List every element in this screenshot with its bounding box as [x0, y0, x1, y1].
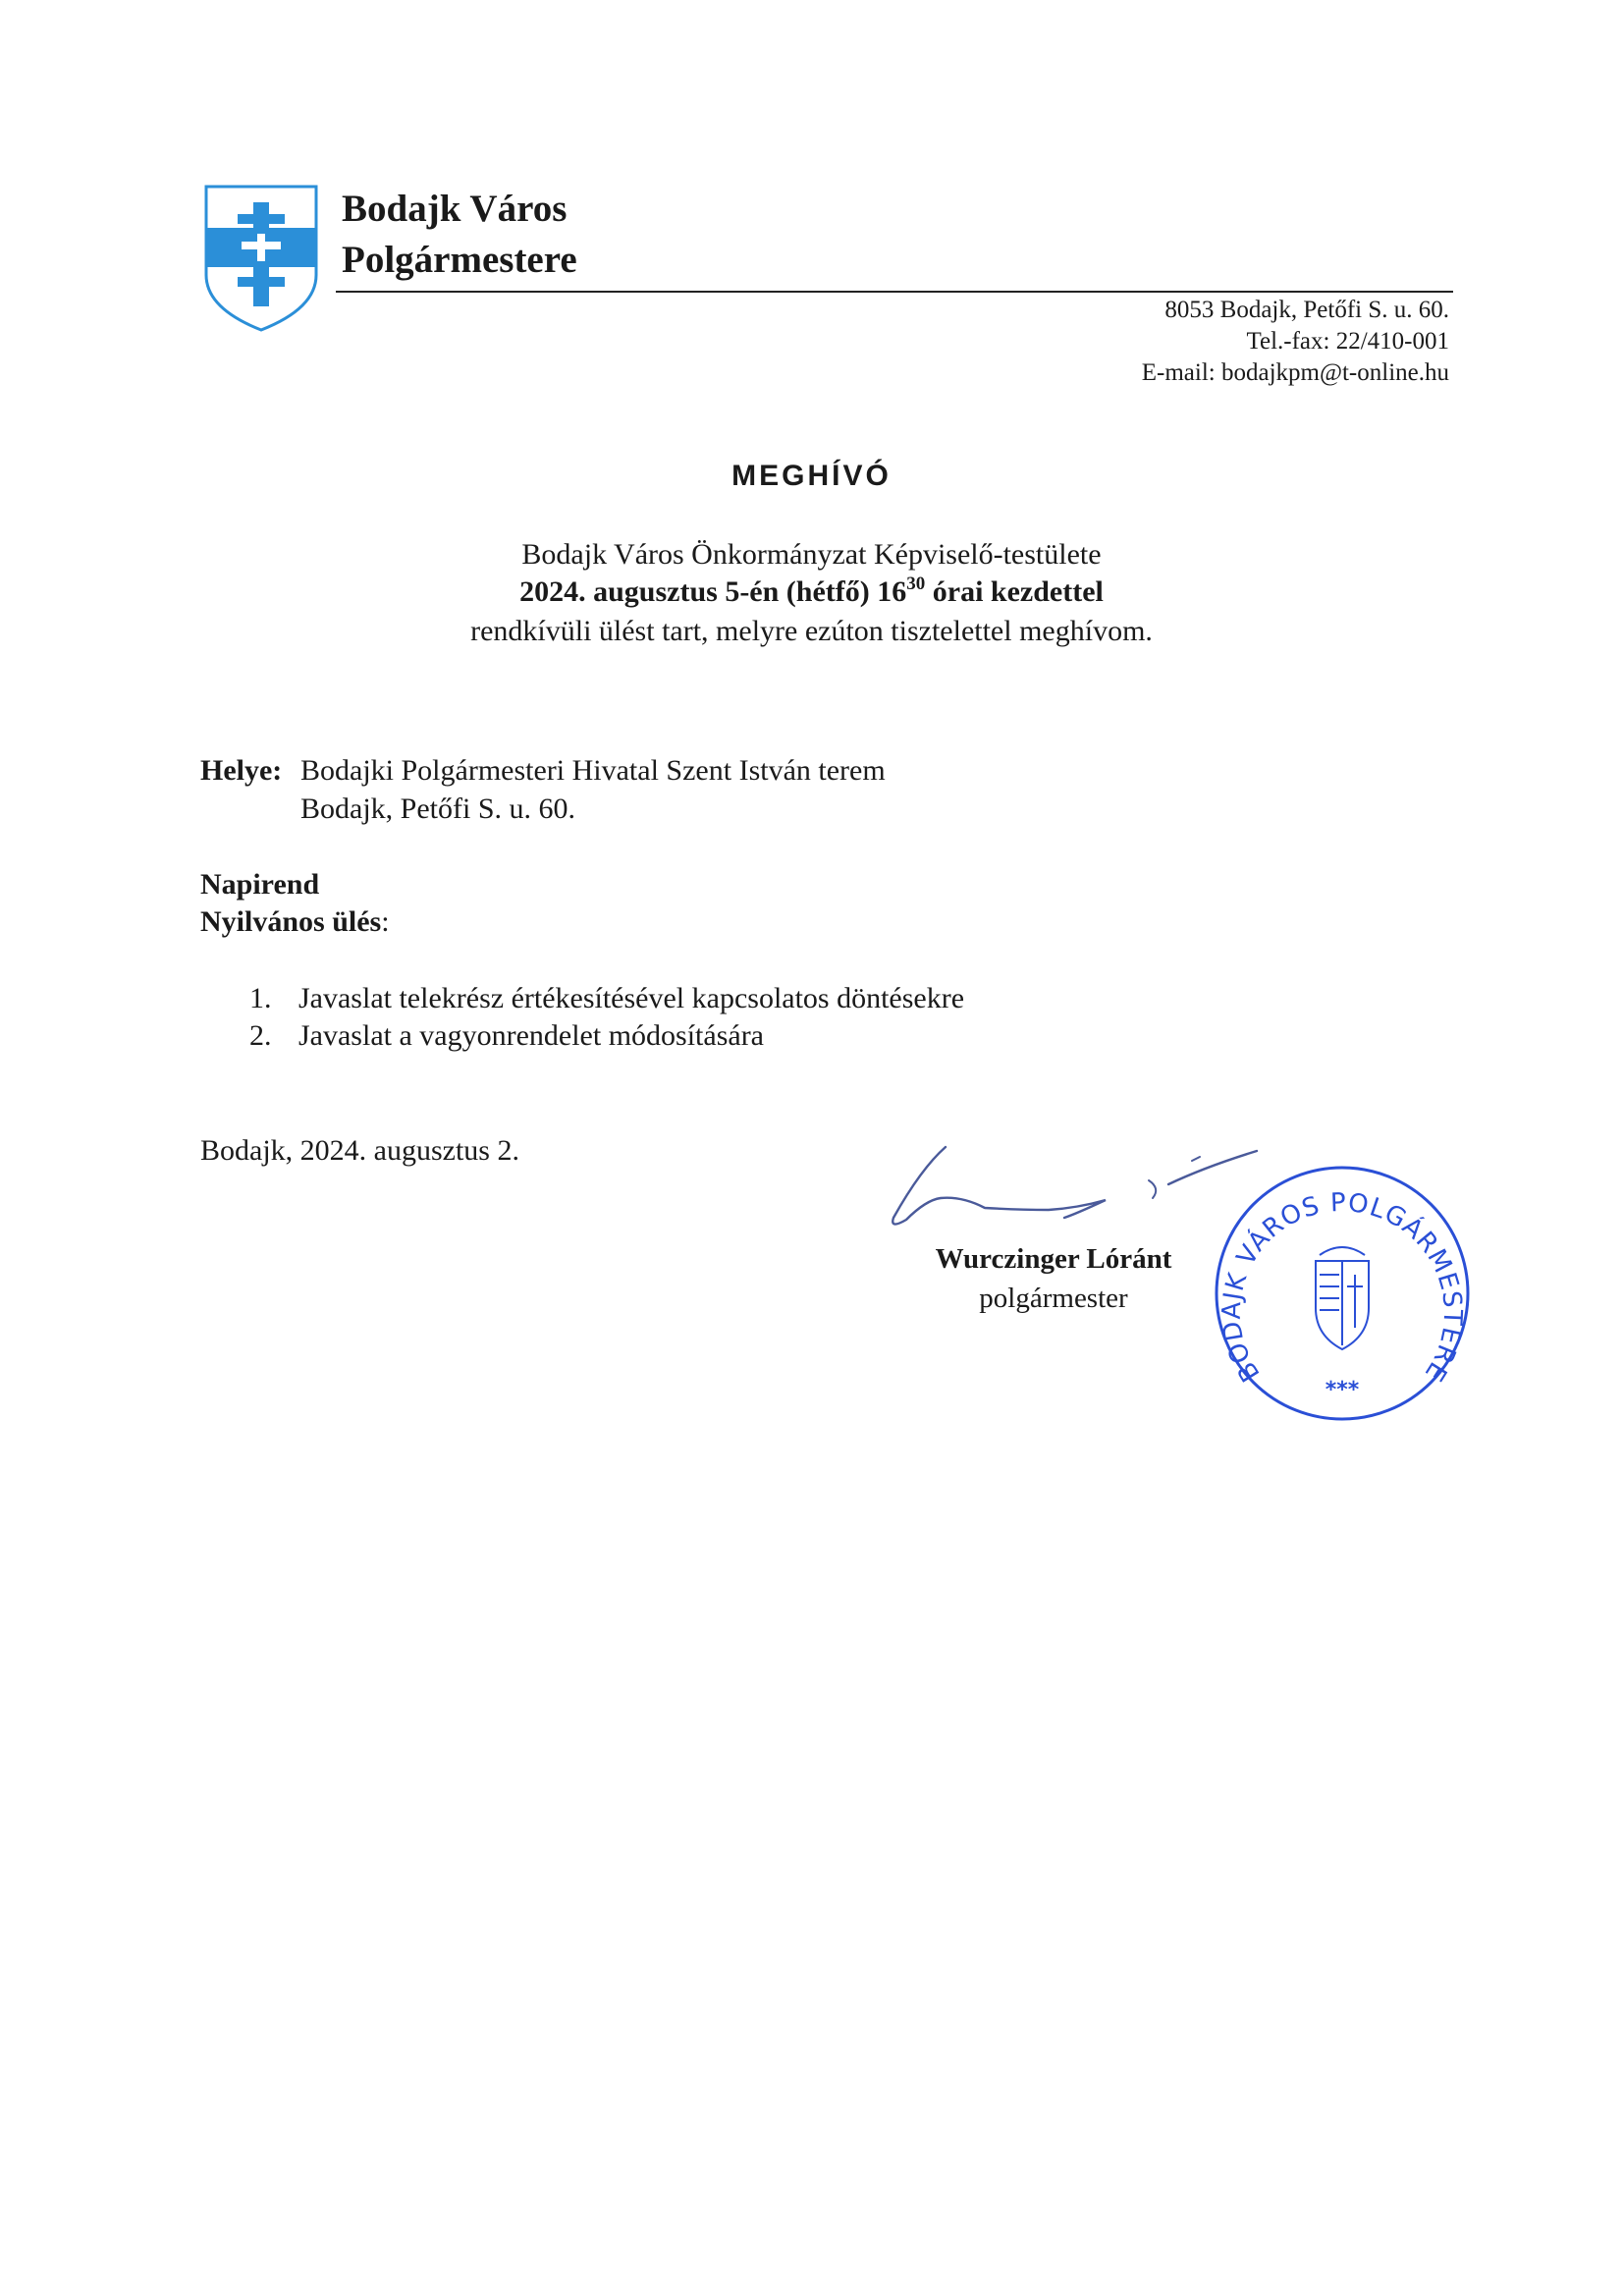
agenda-session	[200, 903, 390, 941]
meeting-minutes: 30	[906, 574, 926, 594]
org-subtitle: Polgármestere	[342, 239, 577, 281]
contact-email: E-mail: bodajkpm@t-online.hu	[1141, 359, 1449, 386]
list-item-text: Javaslat a vagyonrendelet módosítására	[298, 1019, 764, 1052]
agenda-session-label: Nyilvános ülés	[200, 905, 382, 938]
list-item	[249, 1017, 764, 1055]
meeting-datetime	[0, 574, 1623, 615]
coat-of-arms-icon	[204, 185, 318, 332]
svg-text:BODAJK VÁROS POLGÁRMESTERE: BODAJK VÁROS POLGÁRMESTERE	[1217, 1187, 1468, 1388]
signer-name: Wurczinger Lóránt	[935, 1243, 1172, 1275]
list-item-number: 2.	[249, 1019, 272, 1052]
meeting-time-suffix: órai kezdettel	[925, 575, 1104, 608]
org-name: Bodajk Város	[342, 188, 568, 230]
agenda-session-colon: :	[381, 905, 390, 938]
contact-address: 8053 Bodajk, Petőfi S. u. 60.	[1164, 297, 1449, 323]
location-label: Helye:	[200, 754, 283, 787]
list-item-text: Javaslat telekrész értékesítésével kapcsolatos döntésekre	[298, 982, 965, 1014]
list-item	[249, 980, 964, 1017]
location-address: Bodajk, Petőfi S. u. 60.	[300, 793, 576, 825]
place-date: Bodajk, 2024. augusztus 2.	[200, 1134, 519, 1167]
intro-line: Bodajk Város Önkormányzat Képviselő-testülete	[521, 538, 1102, 571]
document-title: MEGHÍVÓ	[731, 460, 892, 492]
agenda-heading: Napirend	[200, 868, 320, 901]
intro-line: rendkívüli ülést tart, melyre ezúton tisztelettel meghívom.	[470, 615, 1153, 647]
svg-text:***: ***	[1325, 1378, 1360, 1402]
header-divider	[336, 291, 1453, 293]
location-venue: Bodajki Polgármesteri Hivatal Szent István terem	[300, 754, 886, 787]
list-item-number: 1.	[249, 982, 272, 1014]
contact-phone: Tel.-fax: 22/410-001	[1246, 328, 1449, 355]
signer-title: polgármester	[979, 1283, 1128, 1314]
meeting-date: 2024. augusztus 5-én (hétfő) 16	[519, 575, 907, 608]
official-stamp-icon	[1210, 1161, 1475, 1426]
